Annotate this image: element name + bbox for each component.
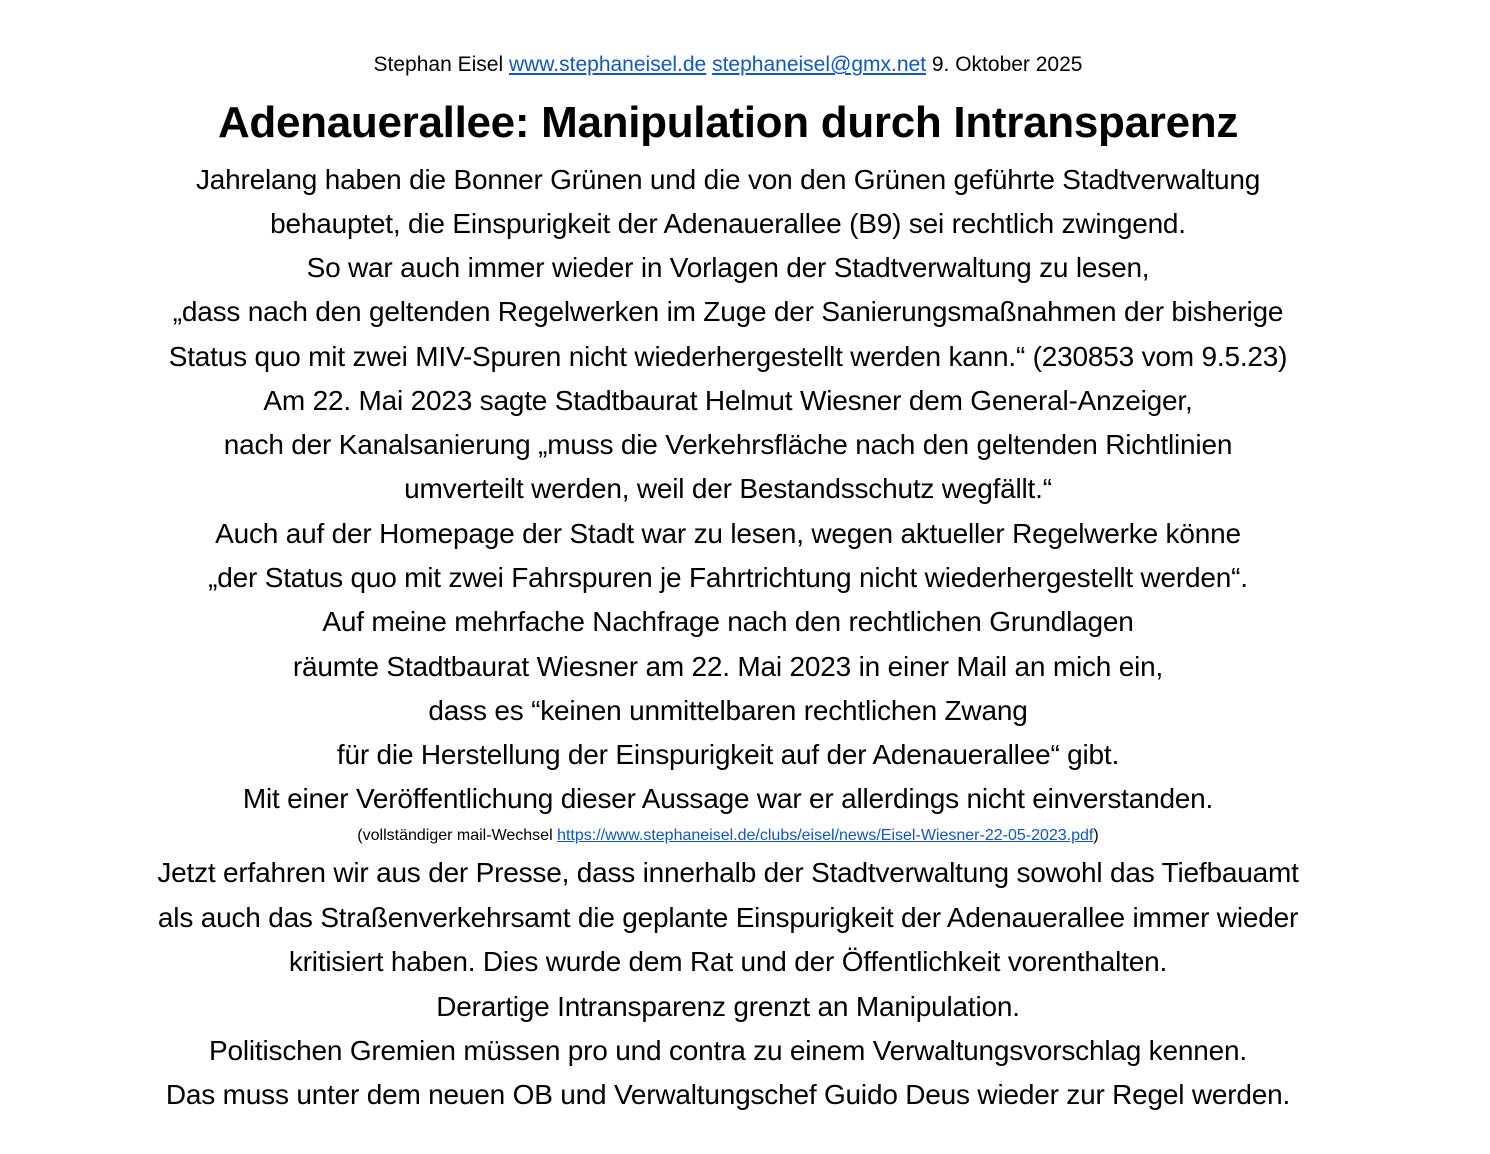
author-name: Stephan Eisel bbox=[373, 53, 504, 76]
body-line: Jahrelang haben die Bonner Grünen und die von den Grünen geführte Stadtverwaltung bbox=[195, 164, 1261, 195]
body-line: nach der Kanalsanierung „muss die Verkehrsfläche nach den geltenden Richtlinien bbox=[223, 429, 1233, 460]
document-date: 9. Oktober 2025 bbox=[931, 53, 1083, 76]
body-line: Am 22. Mai 2023 sagte Stadtbaurat Helmut Wiesner dem General-Anzeiger, bbox=[263, 385, 1193, 416]
closing-line: kritisiert haben. Dies wurde dem Rat und der Öffentlichkeit vorenthalten. bbox=[288, 946, 1168, 977]
website-link[interactable]: www.stephaneisel.de bbox=[508, 53, 707, 76]
closing-line: Politischen Gremien müssen pro und contra zu einem Verwaltungsvorschlag kennen. bbox=[209, 1035, 1247, 1066]
body-line: „der Status quo mit zwei Fahrspuren je Fahrtrichtung nicht wiederhergestellt werden“. bbox=[208, 562, 1248, 593]
closing-line: Derartige Intransparenz grenzt an Manipulation. bbox=[436, 991, 1020, 1022]
body-line: behauptet, die Einspurigkeit der Adenauerallee (B9) sei rechtlich zwingend. bbox=[270, 208, 1186, 239]
body-line: Status quo mit zwei MIV-Spuren nicht wiederhergestellt werden kann.“ (230853 vom 9.5.23) bbox=[168, 341, 1288, 372]
body-line: Auf meine mehrfache Nachfrage nach den rechtlichen Grundlagen bbox=[322, 606, 1134, 637]
header-line bbox=[0, 46, 1456, 84]
mail-exchange-pdf-link[interactable]: https://www.stephaneisel.de/clubs/eisel/news/Eisel-Wiesner-22-05-2023.pdf bbox=[557, 827, 1094, 844]
email-link[interactable]: stephaneisel@gmx.net bbox=[712, 53, 927, 76]
mail-exchange-note bbox=[0, 824, 1456, 848]
body-line: räumte Stadtbaurat Wiesner am 22. Mai 2023 in einer Mail an mich ein, bbox=[292, 651, 1164, 682]
note-prefix: (vollständiger mail-Wechsel bbox=[357, 827, 558, 844]
closing-line: Jetzt erfahren wir aus der Presse, dass innerhalb der Stadtverwaltung sowohl das Tiefbauamt bbox=[157, 857, 1299, 888]
body-line: umverteilt werden, weil der Bestandsschutz wegfällt.“ bbox=[404, 473, 1052, 504]
document-title: Adenauerallee: Manipulation durch Intransparenz bbox=[217, 98, 1239, 147]
body-line: „dass nach den geltenden Regelwerken im Zuge der Sanierungsmaßnahmen der bisherige bbox=[172, 296, 1284, 327]
body-line: Auch auf der Homepage der Stadt war zu lesen, wegen aktueller Regelwerke könne bbox=[215, 518, 1241, 549]
body-line: für die Herstellung der Einspurigkeit auf der Adenauerallee“ gibt. bbox=[336, 739, 1120, 770]
body-line: Mit einer Veröffentlichung dieser Aussage war er allerdings nicht einverstanden. bbox=[242, 783, 1214, 814]
closing-line: als auch das Straßenverkehrsamt die geplante Einspurigkeit der Adenauerallee immer wieder bbox=[157, 902, 1299, 933]
closing-line: Das muss unter dem neuen OB und Verwaltungschef Guido Deus wieder zur Regel werden. bbox=[165, 1079, 1291, 1110]
body-line: dass es “keinen unmittelbaren rechtlichen Zwang bbox=[428, 695, 1028, 726]
body-line: So war auch immer wieder in Vorlagen der Stadtverwaltung zu lesen, bbox=[306, 252, 1150, 283]
note-suffix: ) bbox=[1093, 827, 1099, 844]
